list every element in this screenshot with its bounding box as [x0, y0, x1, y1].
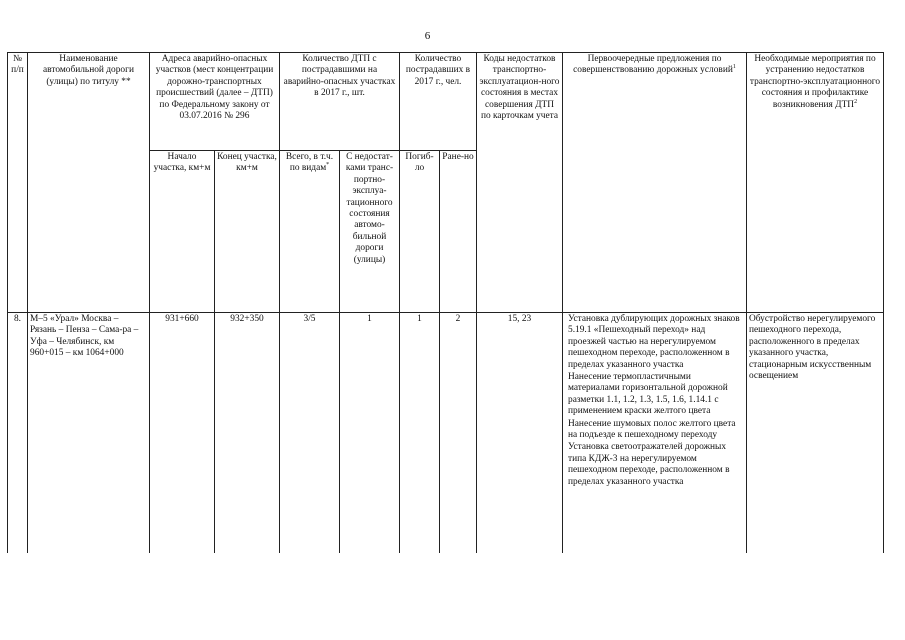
header-addr-end: Конец участка, км+м — [215, 151, 280, 313]
proposal-item: Нанесение шумовых полос желтого цвета на подъезде к пешеходному переходу — [568, 418, 736, 441]
row-measures: Обустройство нерегулируемого пешеходного перехода, расположенного в пределах указанного участка, стационарным искусственным освещением — [747, 313, 884, 553]
header-acc-total-footnote: * — [326, 162, 330, 169]
proposal-item: Нанесение термопластичными материалами горизонтальной дорожной разметки 1.1, 1.2, 1.3, 1.5, 1.6, 1.14.1 с применением краски желтого цвета — [568, 372, 728, 417]
header-acc-total-text: Всего, в т.ч. по видам — [285, 152, 334, 174]
header-addresses: Адреса аварийно-опасных участков (мест концентрации дорожно-транспортных происшествий (далее – ДТП) по Федеральному закону от 03.07.2016 № 296 — [150, 53, 280, 151]
header-row-top — [8, 53, 884, 151]
row-killed: 1 — [400, 313, 440, 553]
header-acc-total — [280, 151, 340, 313]
header-addr-start: Начало участка, км+м — [150, 151, 215, 313]
header-proposals — [563, 53, 747, 313]
header-proposals-text: Первоочередные предложения по совершенствованию дорожных условий — [573, 54, 733, 76]
table-row — [8, 313, 884, 553]
header-acc-deficiency: С недостат-ками транс-портно-эксплуа-тационного состояния автомо-бильной дороги (улицы) — [340, 151, 400, 313]
row-proposals — [563, 313, 747, 553]
header-measures-footnote: 2 — [854, 98, 858, 105]
header-victims: Количество пострадавших в 2017 г., чел. — [400, 53, 477, 151]
header-codes: Коды недостатков транспортно-эксплуатацион-ного состояния в местах совершения ДТП по карточкам учета — [477, 53, 563, 313]
header-road-name: Наименование автомобильной дороги (улицы) по титулу ** — [28, 53, 150, 313]
proposal-item: Установка дублирующих дорожных знаков 5.19.1 «Пешеходный переход» над проезжей частью на нерегулируемом пешеходном переходе, расположенном в пределах указанного участка — [568, 314, 740, 370]
page-number: 6 — [424, 30, 431, 42]
row-number: 8. — [8, 313, 28, 553]
row-total: 3/5 — [280, 313, 340, 553]
row-codes: 15, 23 — [477, 313, 563, 553]
header-num: № п/п — [8, 53, 28, 313]
accident-sites-table — [7, 52, 884, 553]
row-start: 931+660 — [150, 313, 215, 553]
header-measures-text: Необходимые мероприятия по устранению недостатков транспортно-эксплуатационного состояния и профилактике возникновения ДТП — [749, 54, 881, 110]
header-injured: Ране-но — [440, 151, 477, 313]
proposal-item: Установка светоотражателей дорожных типа КДЖ-3 на нерегулируемом пешеходном переходе, расположенном в пределах указанного участка — [568, 442, 730, 487]
header-killed: Погиб-ло — [400, 151, 440, 313]
row-road-name: М–5 «Урал» Москва – Рязань – Пенза – Сама-ра – Уфа – Челябинск, км 960+015 – км 1064+000 — [28, 313, 150, 553]
row-end: 932+350 — [215, 313, 280, 553]
header-accidents: Количество ДТП с пострадавшими на аварийно-опасных участках в 2017 г., шт. — [280, 53, 400, 151]
row-deficiency: 1 — [340, 313, 400, 553]
header-measures — [747, 53, 884, 313]
row-injured: 2 — [440, 313, 477, 553]
header-proposals-footnote: 1 — [732, 64, 736, 71]
